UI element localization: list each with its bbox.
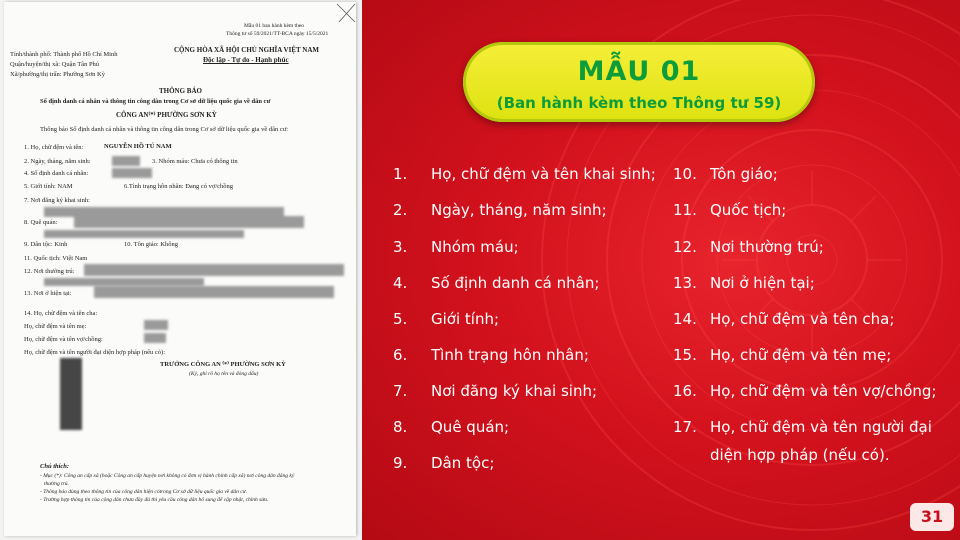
- redacted-block: [94, 286, 334, 298]
- doc-signer: TRƯỞNG CÔNG AN ⁽*⁾ PHƯỜNG SƠN KỲ: [160, 361, 286, 368]
- doc-note-1b: thường trú.: [44, 481, 69, 487]
- list-item-number: 11.: [673, 201, 697, 219]
- list-item-continuation: diện hợp pháp (nếu có).: [710, 446, 890, 464]
- doc-note-3: - Trường hợp thông tin của công dân chưa đầy đủ thì yêu cầu công dân bổ sung để cập nhật, chỉnh sửa.: [40, 497, 269, 503]
- list-item: Nhóm máu;: [431, 238, 519, 256]
- list-item-number: 16.: [673, 382, 697, 400]
- doc-recipient: CÔNG AN⁽*⁾ PHƯỜNG SƠN KỲ: [116, 111, 217, 119]
- cross-mark-icon: [334, 2, 356, 24]
- redacted-photo: [60, 358, 82, 430]
- list-item: Nơi ở hiện tại;: [710, 274, 815, 292]
- list-item-number: 9.: [393, 454, 408, 472]
- doc-field-10: 10. Tôn giáo: Không: [124, 241, 179, 248]
- doc-intro: Thông báo Số định danh cá nhân và thông tin công dân trong Cơ sở dữ liệu quốc gia về dân cư:: [40, 126, 289, 133]
- list-item: Họ, chữ đệm và tên mẹ;: [710, 346, 892, 364]
- doc-nation: CỘNG HÒA XÃ HỘI CHỦ NGHĨA VIỆT NAM: [174, 46, 320, 54]
- doc-field-6: 6.Tình trạng hôn nhân: Đang có vợ/chồng: [124, 183, 234, 190]
- doc-motto: Độc lập - Tự do - Hạnh phúc: [203, 56, 289, 64]
- doc-ward: Xã/phường/thị trấn: Phường Sơn Kỳ: [10, 71, 105, 78]
- redacted-block: [144, 333, 166, 343]
- list-item-number: 12.: [673, 238, 697, 256]
- list-item-number: 2.: [393, 201, 408, 219]
- list-item-number: 10.: [673, 165, 697, 183]
- doc-field-17: Họ, chữ đệm và tên người đại diện hợp pháp (nếu có):: [24, 349, 165, 356]
- doc-field-8: 8. Quê quán:: [24, 219, 58, 226]
- doc-field-15: Họ, chữ đệm và tên mẹ:: [24, 323, 87, 330]
- doc-field-12: 12. Nơi thường trú:: [24, 268, 75, 275]
- doc-field-1-value: NGUYỄN HỒ TÚ NAM: [104, 143, 172, 150]
- doc-field-7: 7. Nơi đăng ký khai sinh:: [24, 197, 90, 204]
- redacted-block: [74, 216, 304, 228]
- doc-district: Quận/huyện/thị xã: Quận Tân Phú: [10, 61, 100, 68]
- doc-title: THÔNG BÁO: [159, 87, 202, 95]
- list-item: Số định danh cá nhân;: [431, 274, 600, 292]
- list-item: Họ, chữ đệm và tên cha;: [710, 310, 895, 328]
- list-item: Dân tộc;: [431, 454, 495, 472]
- document-paper: [4, 2, 356, 536]
- title-banner: [463, 42, 815, 122]
- redacted-block: [144, 320, 168, 330]
- doc-field-13: 13. Nơi ở hiện tại:: [24, 290, 72, 297]
- list-item: Họ, chữ đệm và tên khai sinh;: [431, 165, 656, 183]
- doc-field-16: Họ, chữ đệm và tên vợ/chồng:: [24, 336, 103, 343]
- list-item-number: 6.: [393, 346, 408, 364]
- doc-field-1: 1. Họ, chữ đệm và tên:: [24, 144, 84, 151]
- list-item-number: 15.: [673, 346, 697, 364]
- doc-field-11: 11. Quốc tịch: Việt Nam: [24, 255, 88, 262]
- doc-note-1: - Mục (*): Công an cấp xã (hoặc Công an cấp huyện nơi không có đơn vị hành chính cấp xã) nơi công dân đăng ký: [40, 473, 295, 479]
- list-item-number: 13.: [673, 274, 697, 292]
- list-item-number: 14.: [673, 310, 697, 328]
- doc-field-2: 2. Ngày, tháng, năm sinh:: [24, 158, 91, 165]
- list-item: Ngày, tháng, năm sinh;: [431, 201, 607, 219]
- banner-subtitle: (Ban hành kèm theo Thông tư 59): [496, 94, 782, 112]
- list-item: Tình trạng hôn nhân;: [431, 346, 589, 364]
- list-item: Tôn giáo;: [710, 165, 778, 183]
- redacted-block: [112, 168, 152, 178]
- doc-sign-note: (Ký, ghi rõ họ tên và đóng dấu): [189, 371, 259, 377]
- doc-field-3: 3. Nhóm máu: Chưa có thông tin: [152, 158, 238, 165]
- list-item-number: 4.: [393, 274, 408, 292]
- doc-notes-title: Chú thích:: [40, 463, 70, 470]
- doc-province: Tỉnh/thành phố: Thành phố Hồ Chí Minh: [10, 51, 118, 58]
- list-item-number: 7.: [393, 382, 408, 400]
- list-item: Họ, chữ đệm và tên vợ/chồng;: [710, 382, 937, 400]
- list-item: Họ, chữ đệm và tên người đại: [710, 418, 932, 436]
- doc-field-5: 5. Giới tính: NAM: [24, 183, 73, 190]
- list-item-number: 1.: [393, 165, 408, 183]
- banner-title: MẪU 01: [577, 56, 701, 87]
- doc-header-right-1: Mẫu 01 ban hành kèm theo: [244, 23, 305, 29]
- doc-field-4: 4. Số định danh cá nhân:: [24, 170, 89, 177]
- list-item: Quốc tịch;: [710, 201, 787, 219]
- list-item: Quê quán;: [431, 418, 510, 436]
- doc-note-2: - Thông báo dùng theo thông tin của công dân hiện cótrong Cơ sở dữ liệu quốc gia về dân cư.: [40, 489, 248, 495]
- list-item-number: 8.: [393, 418, 408, 436]
- page-number-badge: 31: [910, 503, 954, 531]
- list-item: Nơi đăng ký khai sinh;: [431, 382, 598, 400]
- redacted-block: [84, 264, 344, 276]
- doc-header-right-2: Thông tư số 59/2021/TT-BCA ngày 15/5/2021: [226, 31, 329, 37]
- doc-field-9: 9. Dân tộc: Kinh: [24, 241, 68, 248]
- document-scan-panel: [0, 0, 362, 540]
- redacted-block: [44, 278, 204, 286]
- doc-field-14: 14. Họ, chữ đệm và tên cha:: [24, 310, 98, 317]
- list-item: Giới tính;: [431, 310, 500, 328]
- redacted-block: [112, 156, 140, 166]
- list-item-number: 3.: [393, 238, 408, 256]
- list-item-number: 17.: [673, 418, 697, 436]
- doc-subtitle: Số định danh cá nhân và thông tin công dân trong Cơ sở dữ liệu quốc gia về dân cư: [40, 98, 271, 105]
- list-item: Nơi thường trú;: [710, 238, 824, 256]
- list-item-number: 5.: [393, 310, 408, 328]
- redacted-block: [44, 230, 244, 238]
